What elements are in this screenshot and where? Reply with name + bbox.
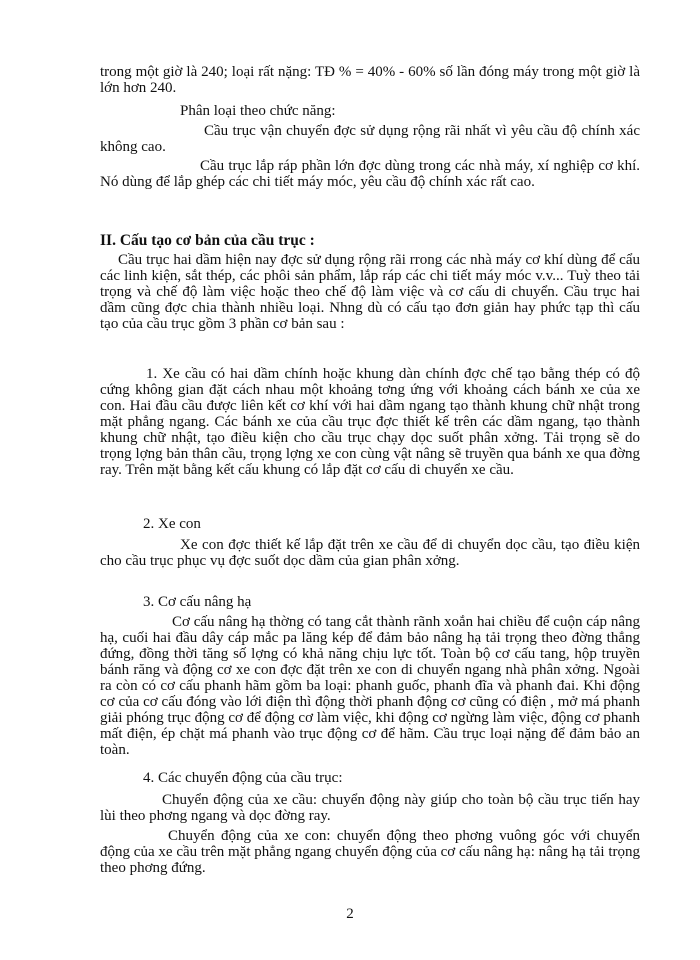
subheading-hoist: 3. Cơ cấu nâng hạ — [143, 594, 252, 610]
paragraph-bridge-motion: Chuyển động của xe cầu: chuyển động này giúp cho toàn bộ cầu trục tiến hay lùi theo phơng ngang và dọc đờng ray. — [100, 792, 640, 824]
subheading-trolley: 2. Xe con — [143, 516, 201, 532]
paragraph-load-class: trong một giờ là 240; loại rất nặng: TĐ % = 40% - 60% số lần đóng máy trong một giờ là lớn hơn 240. — [100, 64, 640, 96]
paragraph-hoist: Cơ cấu nâng hạ thờng có tang cắt thành rãnh xoắn hai chiều để cuộn cáp nâng hạ, cuối hai đầu dây cáp mắc pa lăng kép để đảm bảo nâng hạ tải trọng theo đờng thẳng đứng, đồng thời tăng số lợng có khả năng chịu lực tốt. Toàn bộ cơ cấu tang, hộp truyền bánh răng và động cơ xe con đợc đặt trên xe con di chuyển ngang nhà phân xởng. Ngoài ra còn có cơ cấu phanh hãm gồm ba loại: phanh guốc, phanh đĩa và phanh đai. Khi động cơ của cơ cấu đóng vào lới điện thì động thời phanh động cơ cũng có điện , mở má phanh giải phóng trục động cơ để động cơ làm việc, khi động cơ ngừng làm việc, động cơ phanh mất điện, ép chặt má phanh vào trục động cơ để hãm. Cầu trục loại nặng để đảm bảo an toàn. — [100, 614, 640, 758]
paragraph-function-class: Phân loại theo chức năng: — [180, 103, 336, 119]
subheading-motions: 4. Các chuyển động của cầu trục: — [143, 770, 343, 786]
section-heading: II. Cấu tạo cơ bản của cầu trục : — [100, 232, 315, 249]
page-number: 2 — [346, 906, 354, 922]
paragraph-bridge: 1. Xe cầu có hai dầm chính hoặc khung dàn chính đợc chế tạo bằng thép có độ cứng không gian đặt cách nhau một khoảng tơng ứng với khoảng cách bánh xe của xe con. Hai đầu cầu được liên kết cơ khí với hai dầm ngang tạo thành khung chữ nhật trong mặt phẳng ngang. Các bánh xe của cầu trục đợc thiết kế trên các dầm ngang, tạo thành khung chữ nhật, tạo điều kiện cho cầu trục chạy dọc suốt phân xởng. Tải trọng sẽ do trọng lợng bản thân cầu, trọng lợng xe con cùng vật nâng sẽ truyền qua bánh xe qua đờng ray. Trên mặt bằng kết cấu khung có lắp đặt cơ cấu di chuyển xe cầu. — [100, 366, 640, 478]
paragraph-trolley-motion: Chuyển động của xe con: chuyển động theo phơng vuông góc với chuyển động của xe cầu trên mặt phẳng ngang chuyển động của cơ cấu nâng hạ: nâng hạ tải trọng theo phơng đứng. — [100, 828, 640, 876]
paragraph-assembly-crane: Cầu trục lắp ráp phần lớn đợc dùng trong các nhà máy, xí nghiệp cơ khí. Nó dùng để lắp ghép các chi tiết máy móc, yêu cầu độ chính xác rất cao. — [100, 158, 640, 190]
paragraph-structure-intro: Cầu trục hai dầm hiện nay đợc sử dụng rộng rãi rrong các nhà máy cơ khí dùng để cẩu các linh kiện, sắt thép, các phôi sản phẩm, lắp ráp các chi tiết máy móc v.v... Tuỳ theo tải trọng và chế độ làm việc hoặc theo chế độ làm việc và cơ cấu di chuyển. Cầu trục hai dầm cũng đợc chia thành nhiều loại. Nhng dù có cấu tạo đơn giản hay phức tạp thì cấu tạo của cầu trục gồm 3 phần cơ bản sau : — [100, 252, 640, 332]
paragraph-trolley: Xe con đợc thiết kế lắp đặt trên xe cầu để di chuyển dọc cầu, tạo điều kiện cho cầu trục phục vụ đợc suốt dọc dầm của gian phân xởng. — [100, 537, 640, 569]
paragraph-transport-crane: Cầu trục vận chuyển đợc sử dụng rộng rãi nhất vì yêu cầu độ chính xác không cao. — [100, 123, 640, 155]
